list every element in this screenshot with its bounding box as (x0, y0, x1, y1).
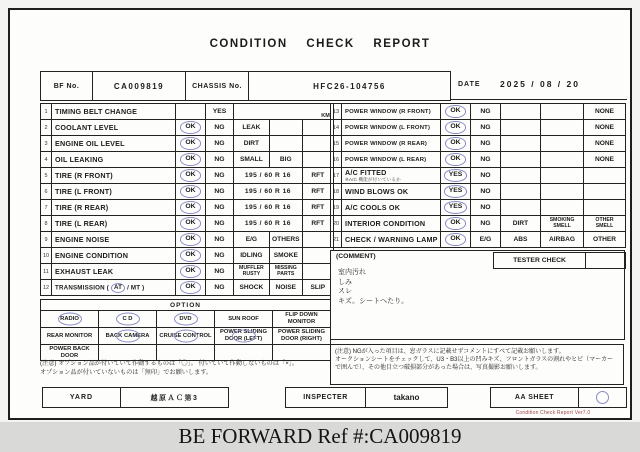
date-underline (450, 99, 627, 100)
row-engine-noise (41, 232, 334, 248)
comment-text (338, 268, 408, 306)
detail-cell (269, 136, 302, 152)
row-label: POWER WINDOW (R REAR) (342, 136, 441, 152)
detail-cell: BIG (269, 152, 302, 168)
detail-cell: OTHERS (269, 232, 302, 248)
ng-cell: NG (206, 168, 234, 184)
row-label (342, 168, 441, 184)
option-table (40, 299, 331, 361)
detail-cell: SHOCK (234, 280, 270, 296)
comment-line: スレ (338, 288, 352, 295)
detail-cell (302, 136, 333, 152)
detail-cell (302, 248, 333, 264)
detail-cell (541, 104, 584, 120)
detail-cell (584, 184, 626, 200)
row-exhaust-leak (41, 264, 334, 280)
chassis-no-value: HFC26-104756 (249, 72, 451, 101)
ok-circle-mark: OK (180, 217, 200, 230)
option-power-back-door (41, 345, 99, 361)
detail-cell: E/G (234, 232, 270, 248)
row-label: INTERIOR CONDITION (342, 216, 441, 232)
yard-label: YARD (43, 388, 121, 408)
ok-circle-mark: OK (180, 233, 200, 246)
ng-cell: NG (206, 184, 234, 200)
detail-cell: AIRBAG (541, 232, 584, 248)
ok-cell (441, 104, 471, 120)
row-num: 19 (331, 200, 342, 216)
detail-cell: SMALL (234, 152, 270, 168)
ac-fitted-sublabel: ※A/C 機能が付いているか (345, 177, 401, 182)
tire-size-cell: 195 / 60 R 16 (234, 200, 303, 216)
detail-cell (541, 120, 584, 136)
option-sunroof (215, 311, 273, 328)
row-pw-rf (331, 104, 626, 120)
ok-circle-mark: OK (180, 201, 200, 214)
option-label: POWER SLIDING DOOR (LEFT) (219, 329, 268, 342)
header-table (40, 71, 451, 101)
aa-sheet-label: AA SHEET (491, 388, 579, 408)
comment-line: キズ。シートへたり。 (338, 297, 409, 305)
detail-cell: IDLING (234, 248, 270, 264)
option-back-camera (99, 328, 157, 345)
detail-cell: SMOKING SMELL (541, 216, 584, 232)
note-right-line1: (注意) NGが入った項目は、窓ガラスに記載せずコメントにすべて記載お願いします。 (335, 349, 565, 355)
ok-cell (441, 152, 471, 168)
ok-cell (176, 136, 206, 152)
ok-cell (441, 232, 471, 248)
row-num: 4 (41, 152, 52, 168)
detail-cell: NOISE (269, 280, 302, 296)
ok-circle-mark: OK (180, 121, 200, 134)
row-num: 17 (331, 168, 342, 184)
detail-cell: ABS (501, 232, 541, 248)
date-value: 2025 / 08 / 20 (500, 79, 580, 89)
row-num: 1 (41, 104, 52, 120)
ok-cell (441, 216, 471, 232)
detail-cell: RFT (302, 168, 333, 184)
detail-cell (501, 136, 541, 152)
chassis-no-label: CHASSIS No. (186, 72, 249, 101)
option-circle-mark (116, 330, 140, 343)
tire-size-cell: 195 / 60 R 16 (234, 216, 303, 232)
yes-circle-mark: YES (444, 169, 468, 182)
check-table-right (330, 103, 626, 248)
row-num: 8 (41, 216, 52, 232)
no-cell: NO (471, 168, 501, 184)
option-empty (157, 345, 215, 361)
detail-cell: SMOKE (269, 248, 302, 264)
option-cd (99, 311, 157, 328)
comment-line: しみ (338, 278, 352, 286)
row-label: WIND BLOWS OK (342, 184, 441, 200)
detail-cell: RFT (302, 216, 333, 232)
option-label: POWER BACK DOOR (49, 346, 90, 359)
row-label: CHECK / WARNING LAMP (342, 232, 441, 248)
row-num: 12 (41, 280, 52, 296)
option-label: RADIO (60, 315, 79, 322)
option-header: OPTION (41, 300, 331, 311)
ok-circle-mark: OK (180, 249, 200, 262)
aa-circle-mark (596, 391, 609, 404)
ok-cell (176, 120, 206, 136)
yard-box (42, 387, 229, 408)
option-empty (99, 345, 157, 361)
note-right (330, 344, 624, 385)
no-cell: NO (471, 200, 501, 216)
detail-cell (541, 136, 584, 152)
ok-cell (176, 104, 206, 120)
row-tire-rr (41, 200, 334, 216)
row-label: OIL LEAKING (52, 152, 176, 168)
yes-circle-mark: YES (444, 201, 468, 214)
row-label: A/C COOLS OK (342, 200, 441, 216)
ok-cell (176, 184, 206, 200)
row-label: ENGINE CONDITION (52, 248, 176, 264)
detail-cell (501, 184, 541, 200)
row-num: 6 (41, 184, 52, 200)
row-transmission (41, 280, 334, 296)
detail-cell: MISSING PARTS (269, 264, 302, 280)
option-label: BACK CAMERA (105, 332, 150, 339)
note-left-line2: オプション品が付いていないものは「無印」でお願いします。 (40, 368, 213, 376)
row-pw-lf (331, 120, 626, 136)
detail-cell (501, 152, 541, 168)
option-label: POWER SLIDING DOOR (RIGHT) (277, 329, 326, 342)
row-tire-lr (41, 216, 334, 232)
comment-line: 室内汚れ (338, 269, 366, 276)
option-radio (41, 311, 99, 328)
ng-cell: NG (471, 120, 501, 136)
inspector-value: takano (366, 388, 448, 408)
row-num: 14 (331, 120, 342, 136)
row-wind-blows (331, 184, 626, 200)
aa-sheet-box (490, 387, 627, 408)
option-label: SUN ROOF (228, 315, 259, 322)
option-label: C D (122, 315, 133, 322)
row-pw-lr (331, 152, 626, 168)
ok-cell (176, 152, 206, 168)
detail-cell: NONE (584, 152, 626, 168)
row-num: 15 (331, 136, 342, 152)
ok-cell (441, 120, 471, 136)
ng-cell: NG (471, 216, 501, 232)
option-label: REAR MONITOR (46, 332, 93, 339)
tire-size-cell: 195 / 60 R 16 (234, 184, 303, 200)
detail-cell (501, 104, 541, 120)
detail-cell (541, 152, 584, 168)
row-label: EXHAUST LEAK (52, 264, 176, 280)
detail-cell (302, 232, 333, 248)
option-label: CRUISE CONTROL (159, 332, 212, 339)
tire-size-cell: 195 / 60 R 16 (234, 168, 303, 184)
yes-cell (441, 200, 471, 216)
ok-circle-mark: OK (180, 137, 200, 150)
detail-cell (584, 168, 626, 184)
reference-caption: BE FORWARD Ref #:CA009819 (0, 422, 640, 452)
detail-cell: DIRT (501, 216, 541, 232)
ok-circle-mark: OK (180, 185, 200, 198)
row-label: TIMING BELT CHANGE (52, 104, 176, 120)
ng-cell: NG (206, 280, 234, 296)
row-ac-fitted (331, 168, 626, 184)
row-oil-leaking (41, 152, 334, 168)
ok-circle-mark: OK (445, 153, 465, 166)
detail-cell (501, 200, 541, 216)
ok-circle-mark: OK (445, 217, 465, 230)
ng-cell: NG (206, 232, 234, 248)
row-num: 5 (41, 168, 52, 184)
detail-cell (584, 200, 626, 216)
row-timing-belt (41, 104, 334, 120)
row-tire-lf (41, 184, 334, 200)
detail-cell: MUFFLER RUSTY (234, 264, 270, 280)
ok-cell (176, 200, 206, 216)
no-cell: NO (471, 184, 501, 200)
ok-cell (176, 232, 206, 248)
yard-value: 越原ＡＣ第3 (121, 388, 229, 408)
row-label: POWER WINDOW (R FRONT) (342, 104, 441, 120)
ng-cell: NG (206, 152, 234, 168)
row-ac-cools (331, 200, 626, 216)
note-left (40, 360, 332, 377)
ac-fitted-label: A/C FITTED (345, 168, 387, 177)
option-psd-left (215, 328, 273, 345)
row-num: 18 (331, 184, 342, 200)
row-label: POWER WINDOW (L FRONT) (342, 120, 441, 136)
detail-cell: NONE (584, 120, 626, 136)
row-pw-rr (331, 136, 626, 152)
ng-cell: NG (206, 200, 234, 216)
row-num: 11 (41, 264, 52, 280)
detail-cell: DIRT (234, 136, 270, 152)
detail-cell (302, 152, 333, 168)
option-circle-mark (232, 330, 256, 343)
ok-circle-mark: OK (445, 121, 465, 134)
detail-cell: SLIP (302, 280, 333, 296)
transmission-label-post: / MT ) (125, 284, 145, 291)
ng-cell: NG (471, 104, 501, 120)
page-title: CONDITION CHECK REPORT (209, 38, 431, 50)
ok-circle-mark: OK (180, 169, 200, 182)
row-engine-condition (41, 248, 334, 264)
ng-cell: NG (471, 136, 501, 152)
row-tire-rf (41, 168, 334, 184)
ok-circle-mark: OK (180, 281, 200, 294)
option-psd-right (273, 328, 331, 345)
ok-circle-mark: OK (445, 105, 465, 118)
ok-cell (176, 248, 206, 264)
row-num: 13 (331, 104, 342, 120)
note-left-line1: (注意) オプション品が付いていて作動するものは「〇」。 付いていて作動しないものは「×」。 (40, 360, 299, 367)
km-cell: KM (234, 104, 334, 120)
detail-cell: OTHER SMELL (584, 216, 626, 232)
tester-check-value (586, 253, 626, 269)
option-empty (273, 345, 331, 361)
row-engine-oil (41, 136, 334, 152)
row-warning-lamp (331, 232, 626, 248)
detail-cell (269, 120, 302, 136)
ok-circle-mark: OK (445, 137, 465, 150)
ok-cell (176, 216, 206, 232)
date-label: DATE (458, 81, 481, 88)
detail-cell (501, 168, 541, 184)
tester-check-table (493, 252, 626, 269)
option-empty (215, 345, 273, 361)
ok-cell (176, 280, 206, 296)
option-dvd (157, 311, 215, 328)
option-flip-down-monitor (273, 311, 331, 328)
option-circle-mark (174, 330, 198, 343)
row-label (52, 280, 176, 296)
detail-cell (541, 184, 584, 200)
row-label: TIRE (L REAR) (52, 216, 176, 232)
detail-cell (302, 120, 333, 136)
bf-no-value: CA009819 (93, 72, 186, 101)
ng-cell: YES (206, 104, 234, 120)
row-label: TIRE (L FRONT) (52, 184, 176, 200)
detail-cell (501, 120, 541, 136)
comment-label: (COMMENT) (336, 253, 376, 260)
detail-cell (541, 200, 584, 216)
option-label: DVD (179, 315, 192, 322)
inspector-box (285, 387, 448, 408)
option-circle-mark (116, 313, 140, 326)
yes-cell (441, 168, 471, 184)
ok-circle-mark: OK (180, 265, 200, 278)
detail-cell: RFT (302, 184, 333, 200)
row-label: ENGINE NOISE (52, 232, 176, 248)
row-label: TIRE (R FRONT) (52, 168, 176, 184)
option-rear-monitor (41, 328, 99, 345)
row-num: 16 (331, 152, 342, 168)
row-label: TIRE (R REAR) (52, 200, 176, 216)
option-label: FLIP DOWN MONITOR (285, 312, 318, 325)
row-num: 9 (41, 232, 52, 248)
note-right-line2: オークションシートをチェックして、U3・B3以上の凹みキズ、フロントガラスの割れやヒビ（マーカーで囲んで）、その他目立つ破損部分があった場合は、写真撮影お願いします。 (335, 357, 614, 371)
ok-cell (176, 168, 206, 184)
row-interior-condition (331, 216, 626, 232)
option-cruise-control (157, 328, 215, 345)
detail-cell (541, 168, 584, 184)
detail-cell: NONE (584, 136, 626, 152)
aa-sheet-mark-cell (579, 388, 627, 408)
ng-cell: NG (471, 152, 501, 168)
row-num: 3 (41, 136, 52, 152)
ok-circle-mark: OK (180, 153, 200, 166)
ng-cell: NG (206, 136, 234, 152)
ok-cell (176, 264, 206, 280)
eg-cell: E/G (471, 232, 501, 248)
row-num: 10 (41, 248, 52, 264)
row-label: POWER WINDOW (L REAR) (342, 152, 441, 168)
at-circle-mark: AT (111, 283, 125, 293)
ng-cell: NG (206, 216, 234, 232)
bf-no-label: BF No. (41, 72, 93, 101)
detail-cell (302, 264, 333, 280)
detail-cell: RFT (302, 200, 333, 216)
row-label: ENGINE OIL LEVEL (52, 136, 176, 152)
check-table-left (40, 103, 334, 296)
row-num: 21 (331, 232, 342, 248)
ok-cell (441, 136, 471, 152)
inspector-label: INSPECTER (286, 388, 366, 408)
detail-cell: LEAK (234, 120, 270, 136)
option-circle-mark (58, 313, 82, 326)
row-num: 2 (41, 120, 52, 136)
row-num: 20 (331, 216, 342, 232)
row-label: COOLANT LEVEL (52, 120, 176, 136)
ng-cell: NG (206, 120, 234, 136)
row-coolant (41, 120, 334, 136)
yes-circle-mark: YES (444, 185, 468, 198)
ng-cell: NG (206, 264, 234, 280)
option-circle-mark (174, 313, 198, 326)
detail-cell: NONE (584, 104, 626, 120)
ng-cell: NG (206, 248, 234, 264)
row-num: 7 (41, 200, 52, 216)
yes-cell (441, 184, 471, 200)
detail-cell: OTHER (584, 232, 626, 248)
tester-check-label: TESTER CHECK (494, 253, 586, 269)
form-version: Condition Check Report Ver7.0 (515, 410, 591, 416)
transmission-label-pre: TRANSMISSION ( (55, 284, 111, 291)
ok-circle-mark: OK (445, 233, 465, 246)
